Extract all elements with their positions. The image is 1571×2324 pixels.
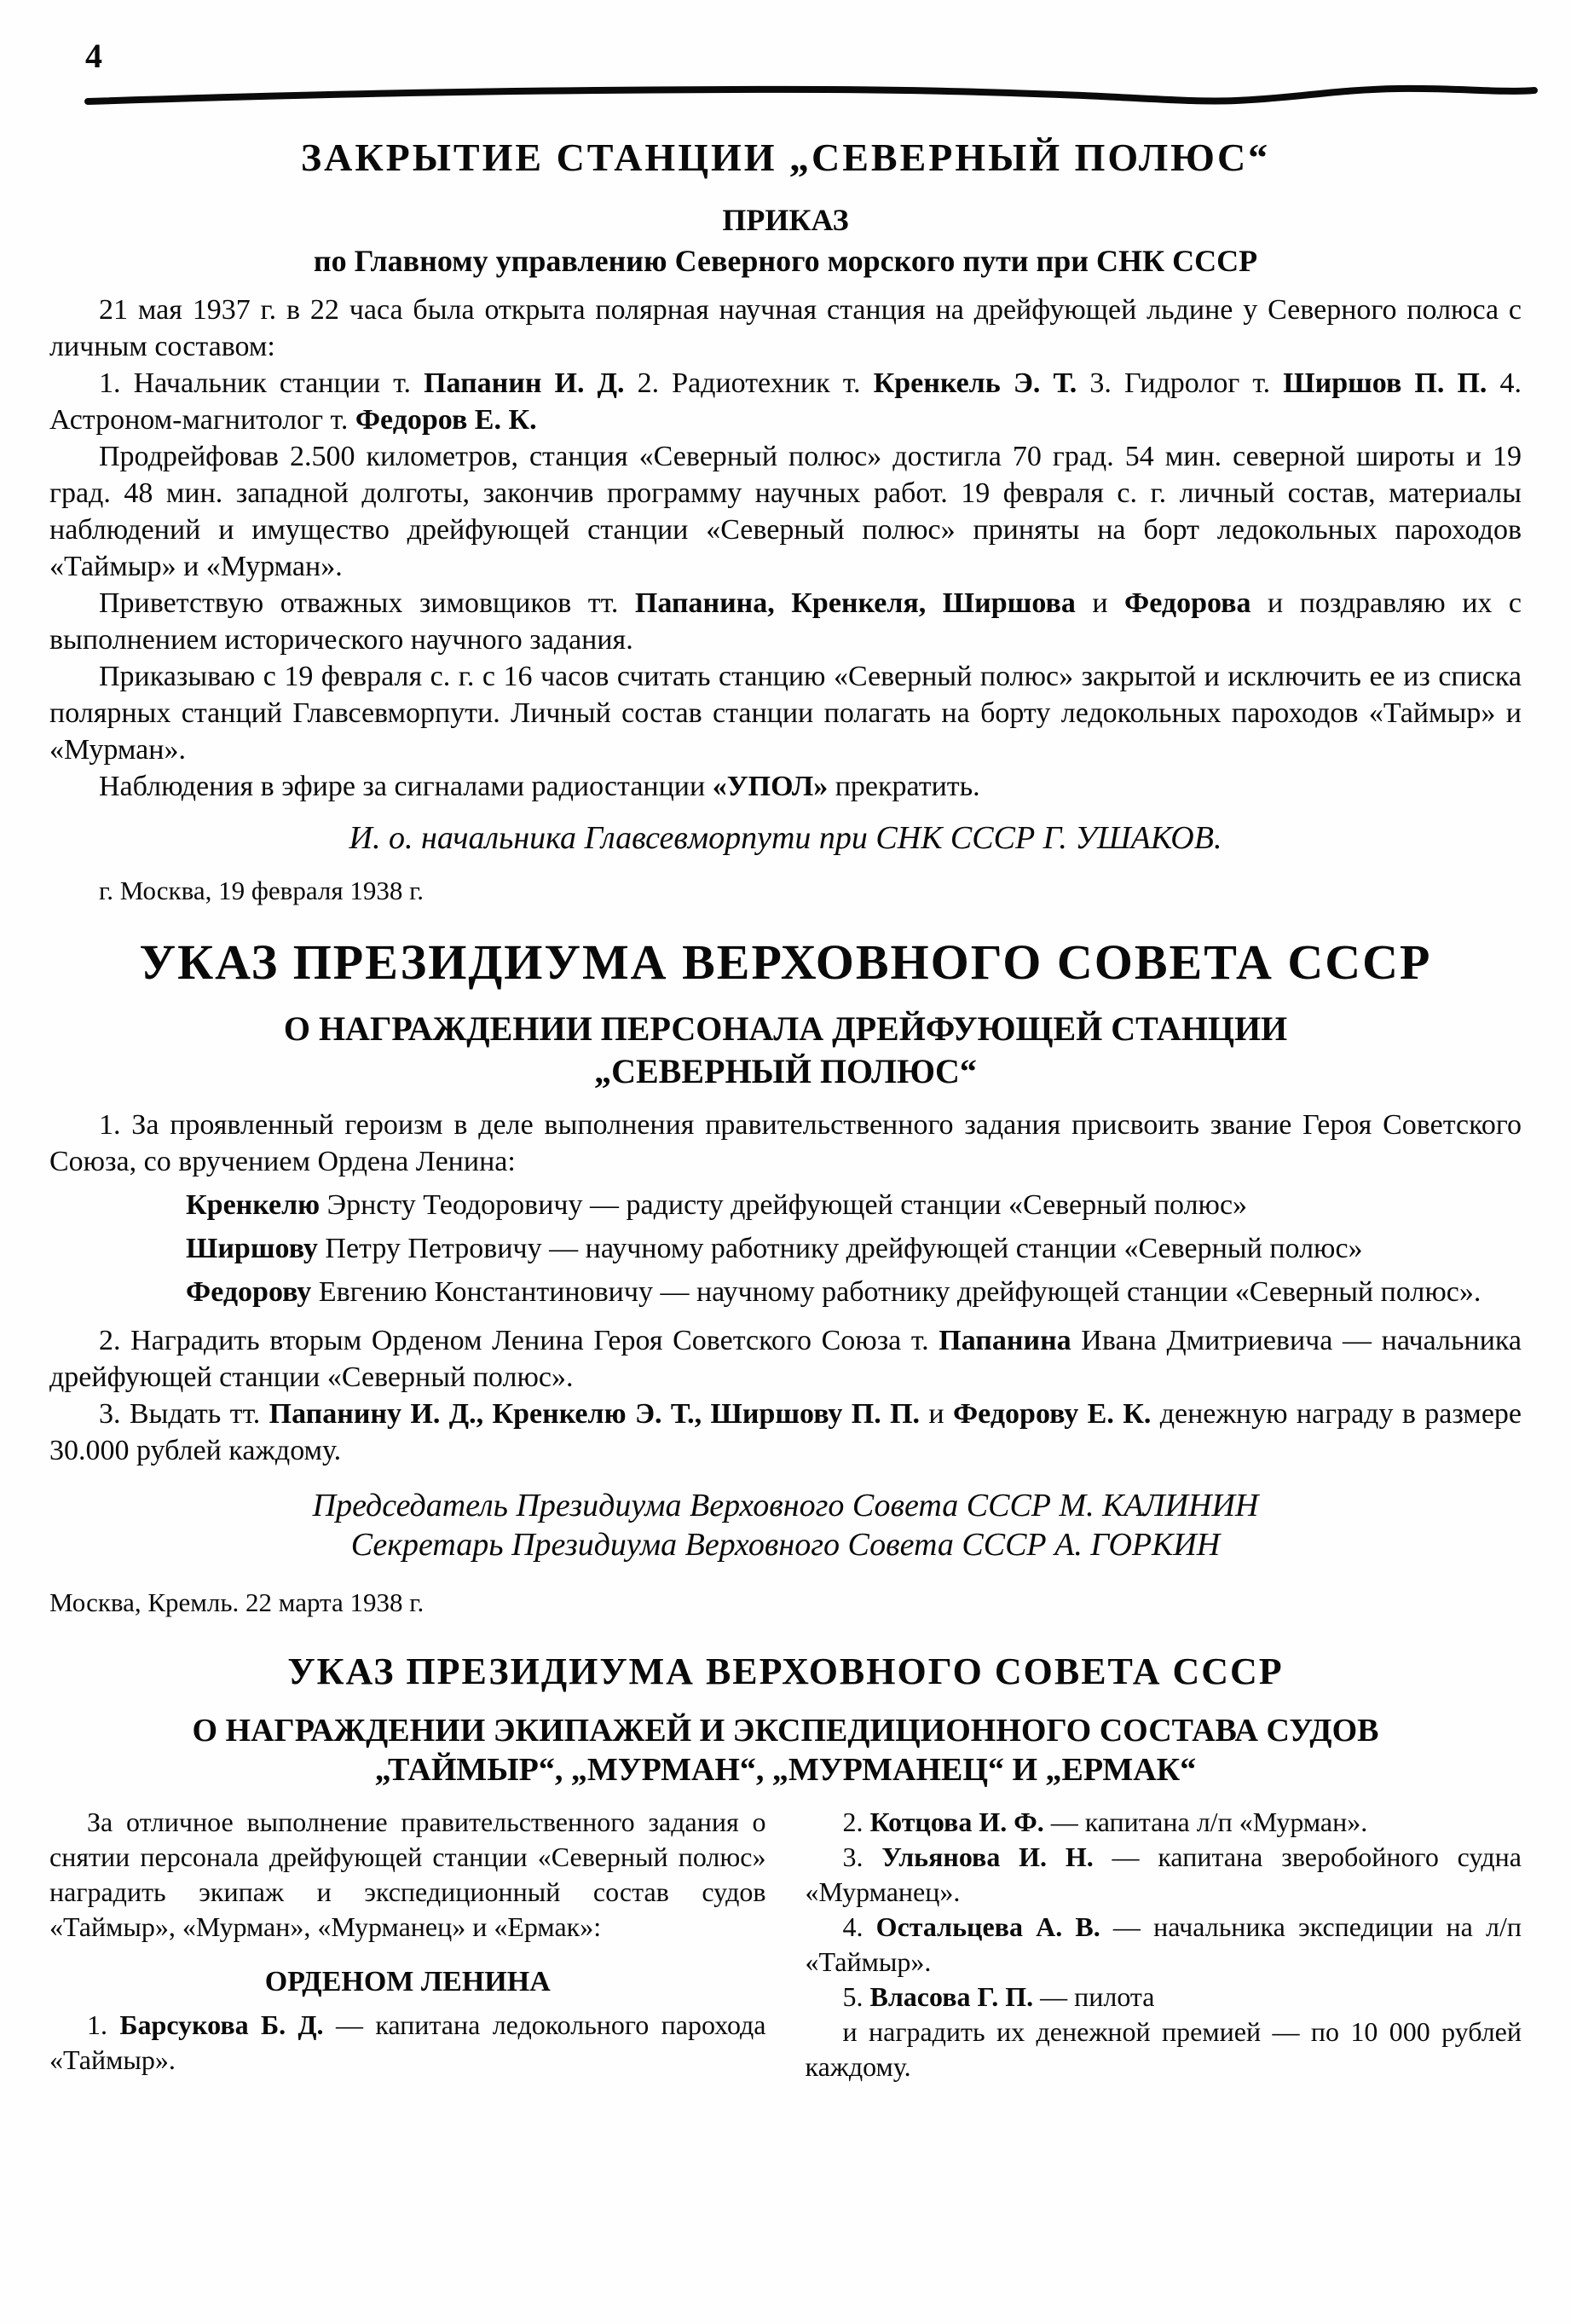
order-paragraph-opening: 21 мая 1937 г. в 22 часа была открыта полярная научная станция на дрейфующей льдине у Северного полюса с личным составом: — [49, 294, 1522, 362]
decree2-closing: и наградить их денежной премией — по 10 000 рублей каждому. — [805, 2016, 1522, 2082]
decree1-award-fedorov: Федорову Евгению Константиновичу — научному работнику дрейфующей станции «Северный полюс». — [186, 1276, 1481, 1308]
order-heading: ПРИКАЗ — [722, 203, 849, 237]
order-paragraph-greeting: Приветствую отважных зимовщиков тт. Папанина, Кренкеля, Ширшова и Федорова и поздравляю их с выполнением исторического научного задания. — [49, 587, 1522, 656]
page-number: 4 — [85, 37, 102, 75]
order-dateline: г. Москва, 19 февраля 1938 г. — [99, 876, 425, 905]
decree2-item-barsukov: 1. Барсукова Б. Д. — капитана ледокольного парохода «Таймыр». — [49, 2009, 766, 2075]
decree1-item-2: 2. Наградить вторым Орденом Ленина Героя Советского Союза т. Папанина Ивана Дмитриевича — начальника дрейфующей станции «Северный полюс». — [49, 1325, 1522, 1393]
decree2-item-ostaltsev: 4. Остальцева А. В. — начальника экспедиции на л/п «Таймыр». — [805, 1911, 1522, 1977]
orden-lenina-heading: ОРДЕНОМ ЛЕНИНА — [264, 1966, 551, 1997]
top-rule-divider — [0, 78, 1571, 113]
decree2-title: УКАЗ ПРЕЗИДИУМА ВЕРХОВНОГО СОВЕТА СССР — [287, 1651, 1284, 1692]
decree2-right-column — [806, 1805, 1522, 2084]
decree2-subtitle-line2: „ТАЙМЫР“, „МУРМАН“, „МУРМАНЕЦ“ И „ЕРМАК“ — [374, 1752, 1197, 1788]
decree2-item-vlasov: 5. Власова Г. П. — пилота — [842, 1981, 1155, 2012]
decree1-signatures — [49, 1486, 1522, 1564]
decree2-left-column — [49, 1805, 766, 2084]
order-subheading: по Главному управлению Северного морского пути при СНК СССР — [313, 244, 1258, 278]
decree2-subtitle-line1: О НАГРАЖДЕНИИ ЭКИПАЖЕЙ И ЭКСПЕДИЦИОННОГО СОСТАВА СУДОВ — [192, 1713, 1379, 1749]
decree2-columns — [49, 1805, 1522, 2084]
decree2-item-kotsov: 2. Котцова И. Ф. — капитана л/п «Мурман». — [842, 1807, 1368, 1837]
decree1-award-krenkel: Кренкелю Эрнсту Теодоровичу — радисту дрейфующей станции «Северный полюс» — [186, 1189, 1248, 1221]
decree2-item-ulyanov: 3. Ульянова И. Н. — капитана зверобойного судна «Мурманец». — [805, 1841, 1522, 1907]
order-paragraph-crew: 1. Начальник станции т. Папанин И. Д. 2. Радиотехник т. Кренкель Э. Т. 3. Гидролог т. Ширшов П. П. 4. Астроном-магнитолог т. Федоров Е. К. — [49, 367, 1522, 436]
decree2-intro: За отличное выполнение правительственного задания о снятии персонала дрейфующей станции «Северный полюс» наградить экипаж и экспедиционный состав судов «Таймыр», «Мурман», «Мурманец» и «Ермак»: — [49, 1807, 766, 1942]
decree1-subtitle-line1: О НАГРАЖДЕНИИ ПЕРСОНАЛА ДРЕЙФУЮЩЕЙ СТАНЦИИ — [283, 1009, 1288, 1048]
decree1-item-1: 1. За проявленный героизм в деле выполнения правительственного задания присвоить звание Героя Советского Союза, со вручением Ордена Ленина: — [49, 1109, 1522, 1177]
order-title: ЗАКРЫТИЕ СТАНЦИИ „СЕВЕРНЫЙ ПОЛЮС“ — [300, 136, 1271, 179]
order-paragraph-drift: Продрейфовав 2.500 километров, станция «Северный полюс» достигла 70 град. 54 мин. северной широты и 19 град. 48 мин. западной долготы, закончив программу научных работ. 19 февраля с. г. личный состав, материалы наблюдений и имущество дрейфующей станции «Северный полюс» приняты на борт ледокольных пароходов «Таймыр» и «Мурман». — [49, 441, 1522, 582]
decree1-signature-kalinin: Председатель Президиума Верховного Совета СССР М. КАЛИНИН — [312, 1488, 1259, 1523]
decree1-subtitle-line2: „СЕВЕРНЫЙ ПОЛЮС“ — [594, 1052, 977, 1090]
decree1-title: УКАЗ ПРЕЗИДИУМА ВЕРХОВНОГО СОВЕТА СССР — [139, 934, 1432, 990]
order-signature: И. о. начальника Главсевморпути при СНК СССР Г. УШАКОВ. — [349, 820, 1222, 856]
order-paragraph-closure: Приказываю с 19 февраля с. г. с 16 часов считать станцию «Северный полюс» закрытой и исключить ее из списка полярных станций Главсевморпути. Личный состав станции полагать на борту ледокольных пароходов «Таймыр» и «Мурман». — [49, 661, 1522, 766]
decree1-dateline: Москва, Кремль. 22 марта 1938 г. — [49, 1587, 425, 1617]
decree1-award-shirshov: Ширшову Петру Петровичу — научному работнику дрейфующей станции «Северный полюс» — [186, 1233, 1363, 1264]
decree1-item-3: 3. Выдать тт. Папанину И. Д., Кренкелю Э. Т., Ширшову П. П. и Федорову Е. К. денежную награду в размере 30.000 рублей каждому. — [49, 1398, 1522, 1466]
order-paragraph-radio: Наблюдения в эфире за сигналами радиостанции «УПОЛ» прекратить. — [99, 771, 980, 802]
decree1-signature-gorkin: Секретарь Президиума Верховного Совета СССР А. ГОРКИН — [350, 1527, 1221, 1563]
